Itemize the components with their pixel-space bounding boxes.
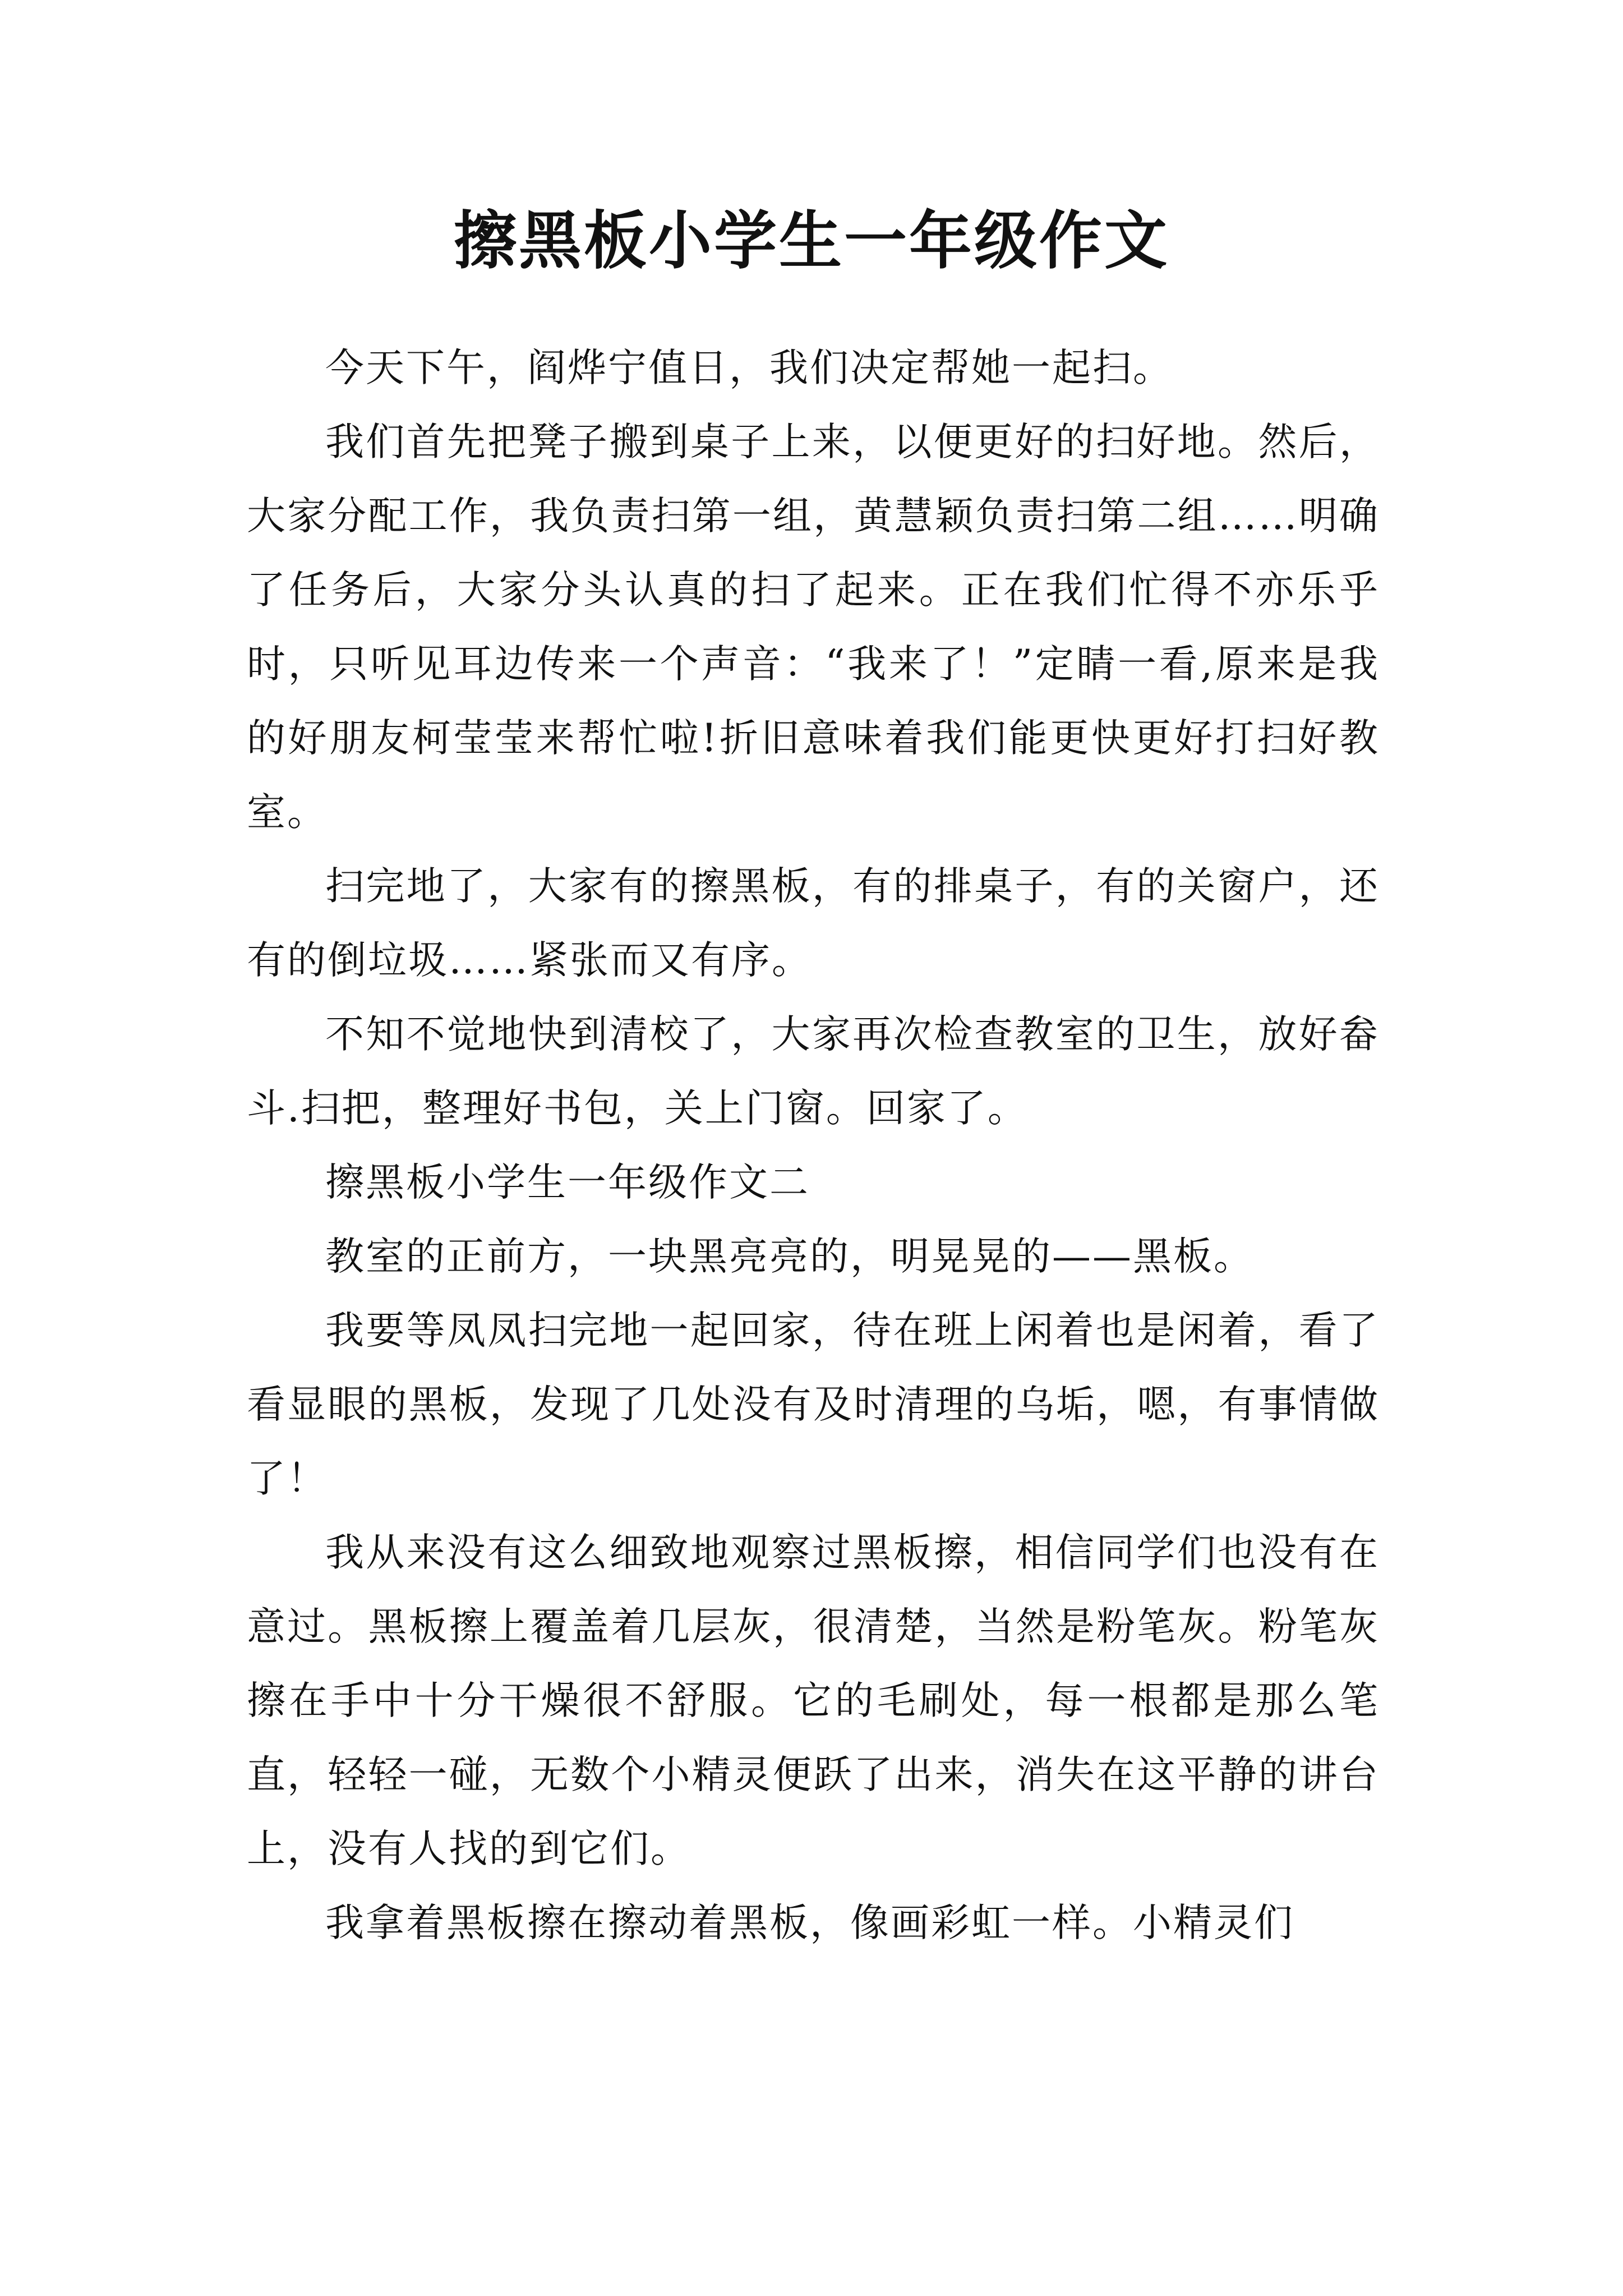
paragraph: 我从来没有这么细致地观察过黑板擦，相信同学们也没有在意过。黑板擦上覆盖着几层灰，很清楚，当然是粉笔灰。粉笔灰擦在手中十分干燥很不舒服。它的毛刷处，每一根都是那么笔直，轻轻一碰，无数个小精灵便跃了出来，消失在这平静的讲台上，没有人找的到它们。 [247,1530,1380,1871]
paragraph: 我要等凤凤扫完地一起回家，待在班上闲着也是闲着，看了看显眼的黑板，发现了几处没有及时清理的乌垢，嗯，有事情做了！ [247,1308,1380,1501]
paragraph: 我们首先把凳子搬到桌子上来，以便更好的扫好地。然后，大家分配工作，我负责扫第一组，黄慧颖负责扫第二组……明确了任务后，大家分头认真的扫了起来。正在我们忙得不亦乐乎时，只听见耳边传来一个声音：“我来了！”定睛一看,原来是我的好朋友柯莹莹来帮忙啦!折旧意味着我们能更快更好打扫好教室。 [247,420,1380,835]
paragraph: 不知不觉地快到清校了，大家再次检查教室的卫生，放好畚斗.扫把，整理好书包，关上门窗。回家了。 [247,1012,1380,1131]
paragraph: 我拿着黑板擦在擦动着黑板，像画彩虹一样。小精灵们 [325,1901,1294,1945]
paragraph: 扫完地了，大家有的擦黑板，有的排桌子，有的关窗户，还有的倒垃圾……紧张而又有序。 [247,864,1380,983]
document-body [247,331,1380,1960]
section-heading: 擦黑板小学生一年级作文二 [325,1160,810,1205]
document-title: 擦黑板小学生一年级作文 [454,204,1169,278]
paragraph: 教室的正前方，一块黑亮亮的，明晃晃的——黑板。 [325,1234,1254,1279]
paragraph: 今天下午，阎烨宁值日，我们决定帮她一起扫。 [325,346,1173,390]
